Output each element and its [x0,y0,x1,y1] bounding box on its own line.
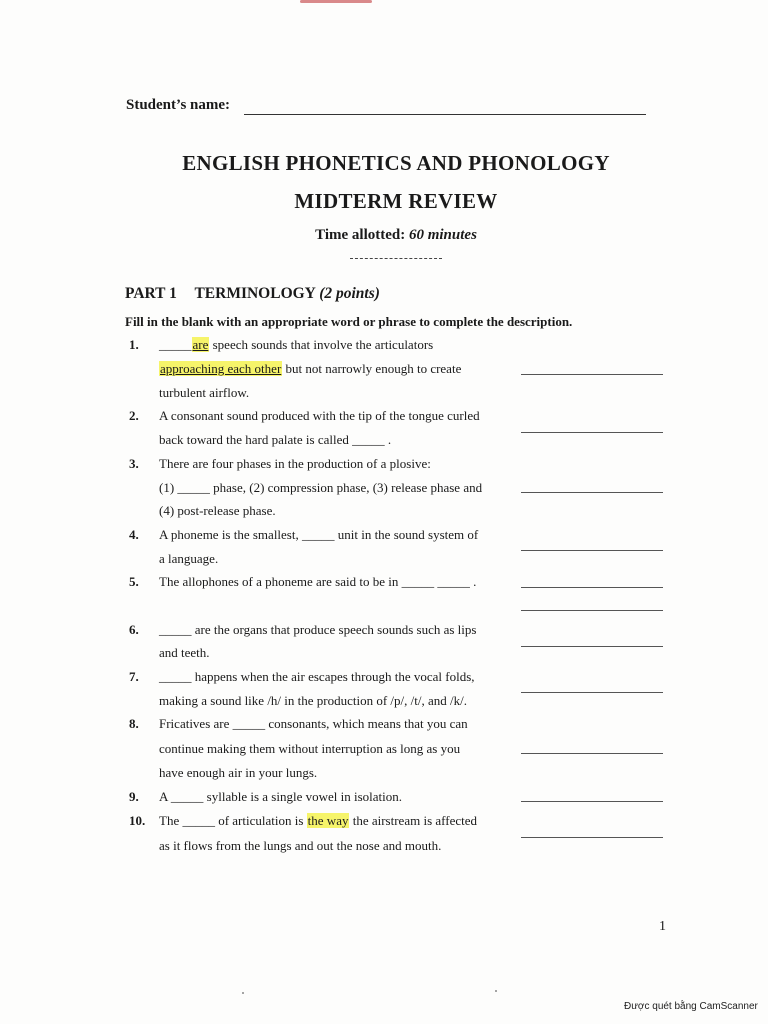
highlighted-text: the way [307,813,349,828]
question-text: approaching each other but not narrowly enough to create [160,361,462,376]
answer-line[interactable] [521,587,663,588]
question-text: as it flows from the lungs and out the nose and mouth. [159,838,442,853]
question-number: 9. [129,789,139,804]
question-number: 2. [129,408,139,423]
highlighted-text: are [192,337,209,352]
question-number: 4. [129,527,139,542]
part-heading [125,285,380,303]
question-text: A phoneme is the smallest, _____ unit in the sound system of [159,527,479,542]
question-text: A _____ syllable is a single vowel in isolation. [159,789,403,804]
answer-line[interactable] [521,374,663,375]
question-number: 5. [129,574,139,589]
scan-speck [242,992,244,994]
page-subtitle: MIDTERM REVIEW [294,189,498,213]
question-text: _____are speech sounds that involve the articulators [159,337,434,352]
scan-edge-mark [300,0,372,3]
page-number: 1 [659,919,666,934]
question-text: making a sound like /h/ in the production of /p/, /t/, and /k/. [159,693,467,708]
instruction: Fill in the blank with an appropriate word or phrase to complete the description. [125,314,573,329]
answer-line[interactable] [521,492,663,493]
question-number: 7. [129,669,139,684]
answer-line[interactable] [521,610,663,611]
student-name-line [244,114,646,115]
answer-line[interactable] [521,801,663,802]
part-points: (2 points) [319,285,380,302]
question-text: Fricatives are _____ consonants, which means that you can [159,716,468,731]
question-text: continue making them without interruption as long as you [159,741,461,756]
page-title: ENGLISH PHONETICS AND PHONOLOGY [182,151,610,175]
time-label: Time allotted: [315,227,406,243]
question-text: _____ are the organs that produce speech sounds such as lips [159,622,477,637]
question-number: 1. [129,337,139,352]
answer-line[interactable] [521,432,663,433]
question-text: turbulent airflow. [159,385,250,400]
question-number: 6. [129,622,139,637]
question-number: 3. [129,456,139,471]
question-text: The allophones of a phoneme are said to be in _____ _____ . [159,574,477,589]
question-number: 8. [129,716,139,731]
question-text: The _____ of articulation is the way the airstream is affected [159,813,477,828]
time-allotted [0,227,768,244]
answer-line[interactable] [521,753,663,754]
scan-speck [495,990,497,992]
answer-line[interactable] [521,550,663,551]
answer-line[interactable] [521,837,663,838]
question-text: and teeth. [159,645,210,660]
highlighted-text: approaching each other [160,361,282,376]
question-text: _____ happens when the air escapes through the vocal folds, [159,669,475,684]
question-text: have enough air in your lungs. [159,765,318,780]
question-text: a language. [159,551,219,566]
answer-line[interactable] [521,692,663,693]
part-label: PART 1 [125,285,177,302]
question-number: 10. [129,813,146,828]
scanner-watermark: Được quét bằng CamScanner [624,1001,758,1012]
question-text: (4) post-release phase. [159,503,276,518]
student-name-label: Student’s name: [126,97,231,113]
title-divider [350,258,442,259]
question-text: (1) _____ phase, (2) compression phase, (3) release phase and [159,480,483,495]
answer-line[interactable] [521,646,663,647]
question-text: back toward the hard palate is called _____ . [159,432,392,447]
time-value: 60 minutes [408,227,477,243]
part-name: TERMINOLOGY [194,285,316,302]
question-text: A consonant sound produced with the tip of the tongue curled [159,408,480,423]
question-text: There are four phases in the production of a plosive: [159,456,431,471]
